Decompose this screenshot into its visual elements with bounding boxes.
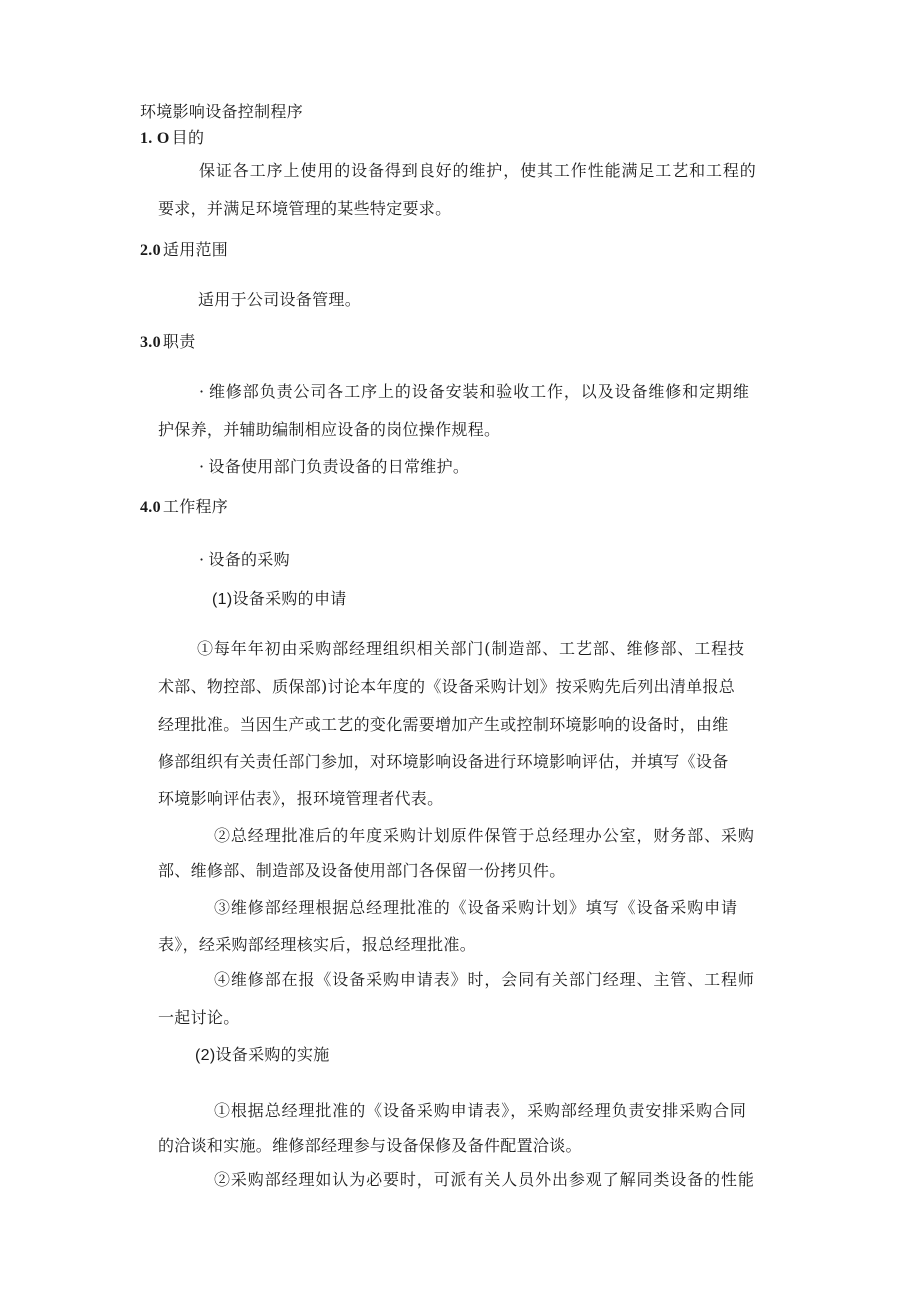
paragraph-line: 的洽谈和实施。维修部经理参与设备保修及备件配置洽谈。	[158, 1136, 582, 1155]
section-title: 职责	[162, 332, 196, 351]
paragraph-line: 适用于公司设备管理。	[198, 290, 362, 309]
paragraph-line: 环境影响评估表》，报环境管理者代表。	[158, 789, 444, 808]
paragraph-line: 经理批准。当因生产或工艺的变化需要增加产生或控制环境影响的设备时，由维	[158, 715, 729, 734]
subsection-heading	[195, 1045, 330, 1066]
bullet-item	[199, 550, 290, 570]
paragraph-line: 部、维修部、制造部及设备使用部门各保留一份拷贝件。	[158, 861, 566, 880]
paragraph-line: 要求，并满足环境管理的某些特定要求。	[158, 199, 452, 218]
bullet-item	[199, 457, 469, 477]
paragraph-line: ①每年年初由采购部经理组织相关部门(制造部、工艺部、维修部、工程技	[197, 639, 745, 658]
paragraph-line: ④维修部在报《设备采购申请表》时，会同有关部门经理、主管、工程师	[214, 970, 755, 989]
section-title: 目的	[171, 128, 205, 147]
section-3-heading	[140, 332, 196, 353]
section-2-heading	[140, 240, 228, 261]
bullet-item	[199, 382, 750, 402]
subsection-number: (2)	[195, 1047, 216, 1064]
bullet-icon: ·	[199, 550, 205, 569]
subsection-heading	[212, 589, 347, 610]
paragraph-line: ①根据总经理批准的《设备采购申请表》，采购部经理负责安排采购合同	[214, 1101, 747, 1120]
section-number: 3.0	[140, 334, 161, 351]
document-title: 环境影响设备控制程序	[140, 102, 304, 121]
section-number: 1. O	[140, 130, 170, 147]
subsection-number: (1)	[212, 591, 233, 608]
paragraph-line: 一起讨论。	[158, 1008, 240, 1027]
bullet-icon: ·	[199, 457, 205, 476]
bullet-text: 设备的采购	[208, 550, 290, 569]
bullet-text: 设备使用部门负责设备的日常维护。	[208, 457, 470, 476]
section-1-heading	[140, 128, 204, 149]
section-number: 2.0	[140, 242, 161, 259]
paragraph-line: 术部、物控部、质保部)讨论本年度的《设备采购计划》按采购先后列出清单报总	[158, 677, 736, 696]
paragraph-line: 修部组织有关责任部门参加，对环境影响设备进行环境影响评估，并填写《设备	[158, 752, 729, 771]
paragraph-line: 护保养，并辅助编制相应设备的岗位操作规程。	[158, 420, 501, 439]
bullet-text: 维修部负责公司各工序上的设备安装和验收工作，以及设备维修和定期维	[209, 382, 750, 401]
section-4-heading	[140, 497, 228, 518]
paragraph-line: 保证各工序上使用的设备得到良好的维护，使其工作性能满足工艺和工程的	[199, 161, 757, 180]
paragraph-line: ③维修部经理根据总经理批准的《设备采购计划》填写《设备采购申请	[214, 898, 738, 917]
subsection-title: 设备采购的实施	[215, 1045, 330, 1064]
paragraph-line: 表》，经采购部经理核实后，报总经理批准。	[158, 935, 477, 954]
paragraph-line: ②采购部经理如认为必要时，可派有关人员外出参观了解同类设备的性能	[214, 1170, 755, 1189]
bullet-icon: ·	[199, 382, 205, 401]
section-number: 4.0	[140, 499, 161, 516]
paragraph-line: ②总经理批准后的年度采购计划原件保管于总经理办公室，财务部、采购	[214, 826, 755, 845]
section-title: 适用范围	[162, 240, 229, 259]
subsection-title: 设备采购的申请	[232, 589, 347, 608]
section-title: 工作程序	[162, 497, 229, 516]
